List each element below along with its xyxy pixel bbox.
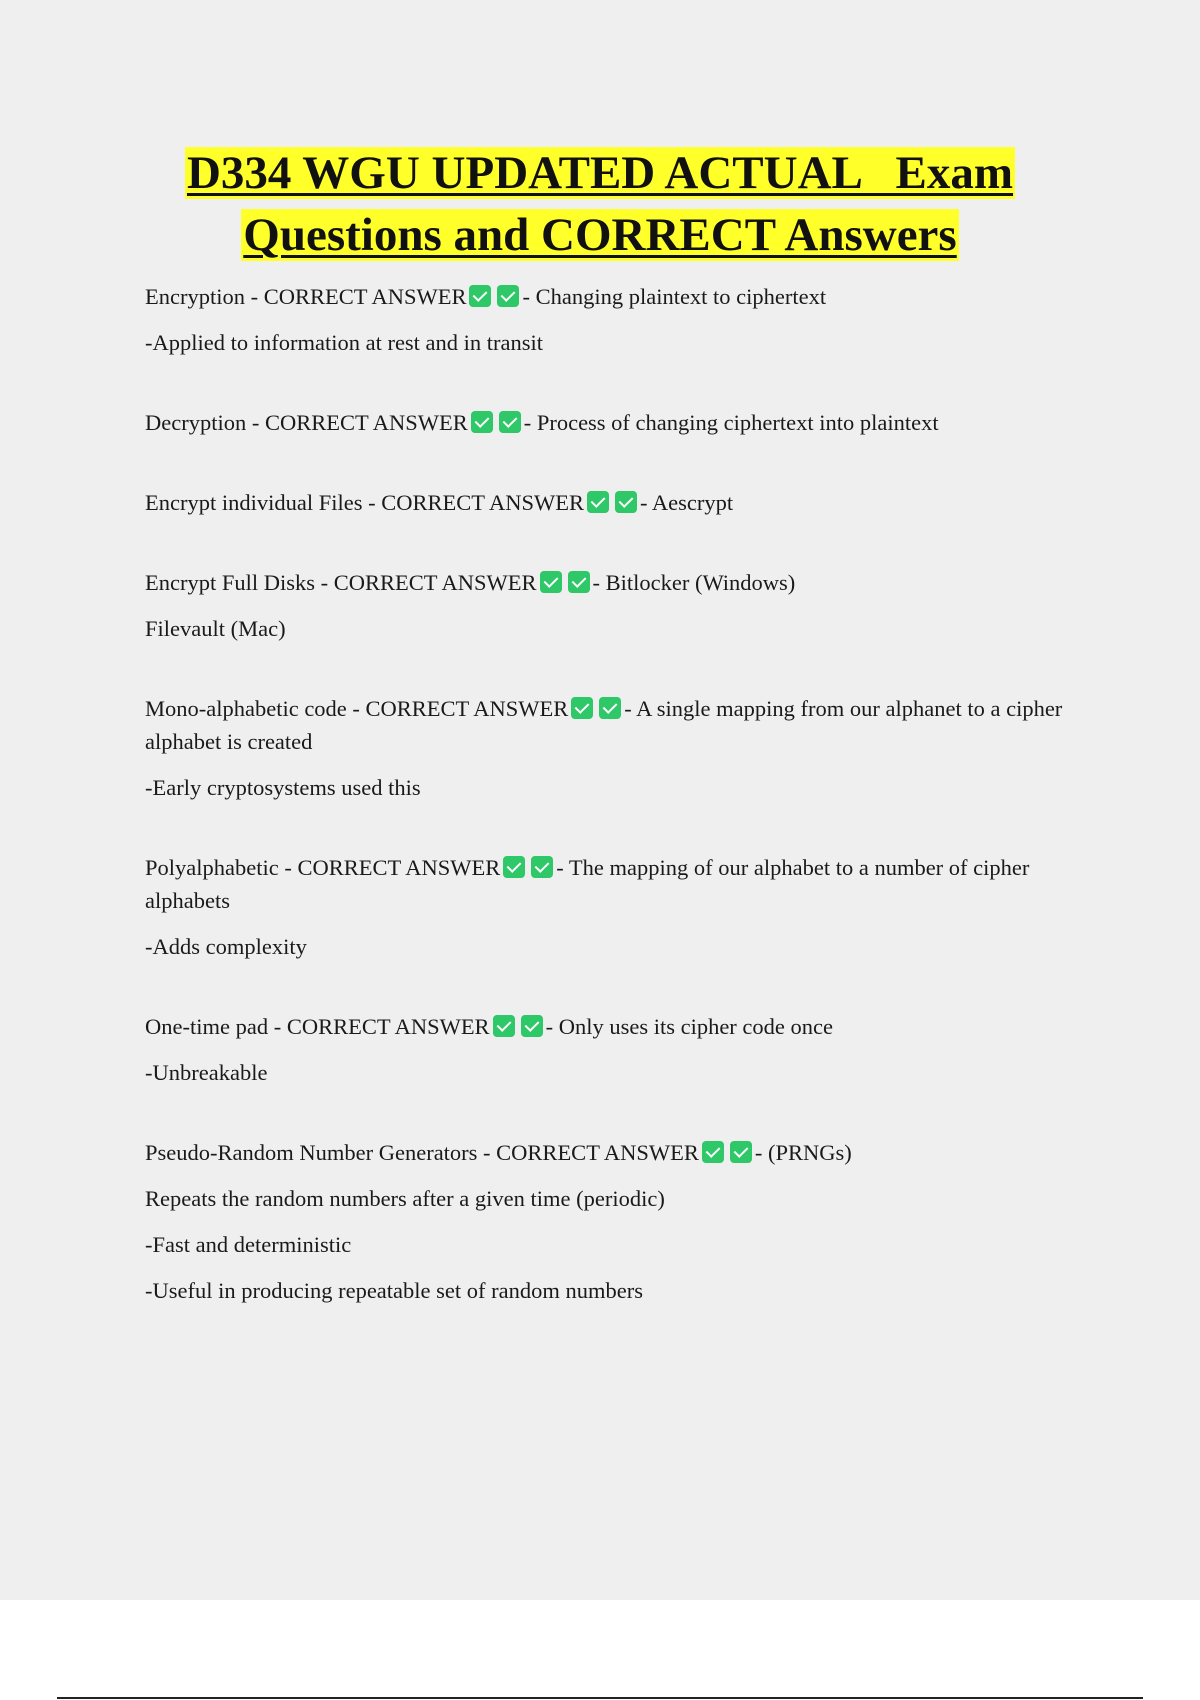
check-box-icon [568, 571, 590, 593]
qa-line [145, 851, 1075, 917]
qa-term: Encrypt Full Disks - CORRECT ANSWER [145, 570, 537, 595]
check-box-icon [587, 491, 609, 513]
qa-term: Mono-alphabetic code - CORRECT ANSWER [145, 696, 569, 721]
qa-answer: - Process of changing ciphertext into plaintext [523, 410, 939, 435]
qa-answer: - A single mapping from our alphanet to a cipher alphabet is created [145, 696, 1063, 754]
check-box-icon [702, 1141, 724, 1163]
qa-line [145, 692, 1075, 758]
qa-detail: -Early cryptosystems used this [145, 775, 421, 800]
qa-line [145, 566, 1075, 599]
qa-answer: - Bitlocker (Windows) [592, 570, 796, 595]
qa-line [145, 406, 1075, 439]
qa-term: Decryption - CORRECT ANSWER [145, 410, 468, 435]
qa-term: Polyalphabetic - CORRECT ANSWER [145, 855, 501, 880]
qa-item [145, 1136, 1075, 1307]
footer-divider [57, 1697, 1143, 1699]
qa-item [145, 566, 1075, 645]
qa-item [145, 406, 1075, 439]
qa-item [145, 280, 1075, 359]
qa-line [145, 280, 1075, 313]
document-title [0, 142, 1200, 266]
qa-detail: -Fast and deterministic [145, 1232, 352, 1257]
qa-line [145, 1010, 1075, 1043]
check-box-icon [571, 697, 593, 719]
qa-detail: -Adds complexity [145, 934, 307, 959]
check-box-icon [540, 571, 562, 593]
check-box-icon [615, 491, 637, 513]
check-box-icon [469, 285, 491, 307]
check-box-icon [503, 856, 525, 878]
qa-item [145, 692, 1075, 804]
title-line-1: D334 WGU UPDATED ACTUAL Exam [186, 147, 1014, 199]
qa-term: Encryption - CORRECT ANSWER [145, 284, 467, 309]
qa-detail: -Applied to information at rest and in transit [145, 330, 544, 355]
qa-answer: - Changing plaintext to ciphertext [522, 284, 827, 309]
check-box-icon [499, 411, 521, 433]
qa-detail: Filevault (Mac) [145, 616, 286, 641]
qa-term: Pseudo-Random Number Generators - CORRECT ANSWER [145, 1140, 699, 1165]
check-box-icon [599, 697, 621, 719]
qa-answer: - (PRNGs) [754, 1140, 852, 1165]
qa-line [145, 1136, 1075, 1169]
check-box-icon [521, 1015, 543, 1037]
check-box-icon [497, 285, 519, 307]
qa-answer: - Only uses its cipher code once [545, 1014, 833, 1039]
qa-answer: - Aescrypt [639, 490, 734, 515]
qa-list [145, 280, 1075, 1354]
qa-detail: -Useful in producing repeatable set of random numbers [145, 1278, 643, 1303]
qa-detail: -Unbreakable [145, 1060, 268, 1085]
qa-answer: - The mapping of our alphabet to a number of cipher alphabets [145, 855, 1030, 913]
qa-item [145, 486, 1075, 519]
qa-term: Encrypt individual Files - CORRECT ANSWER [145, 490, 584, 515]
qa-term: One-time pad - CORRECT ANSWER [145, 1014, 490, 1039]
check-box-icon [471, 411, 493, 433]
qa-item [145, 851, 1075, 963]
check-box-icon [531, 856, 553, 878]
qa-item [145, 1010, 1075, 1089]
check-box-icon [493, 1015, 515, 1037]
check-box-icon [730, 1141, 752, 1163]
title-line-2: Questions and CORRECT Answers [243, 209, 957, 261]
qa-detail: Repeats the random numbers after a given time (periodic) [145, 1186, 665, 1211]
qa-line [145, 486, 1075, 519]
